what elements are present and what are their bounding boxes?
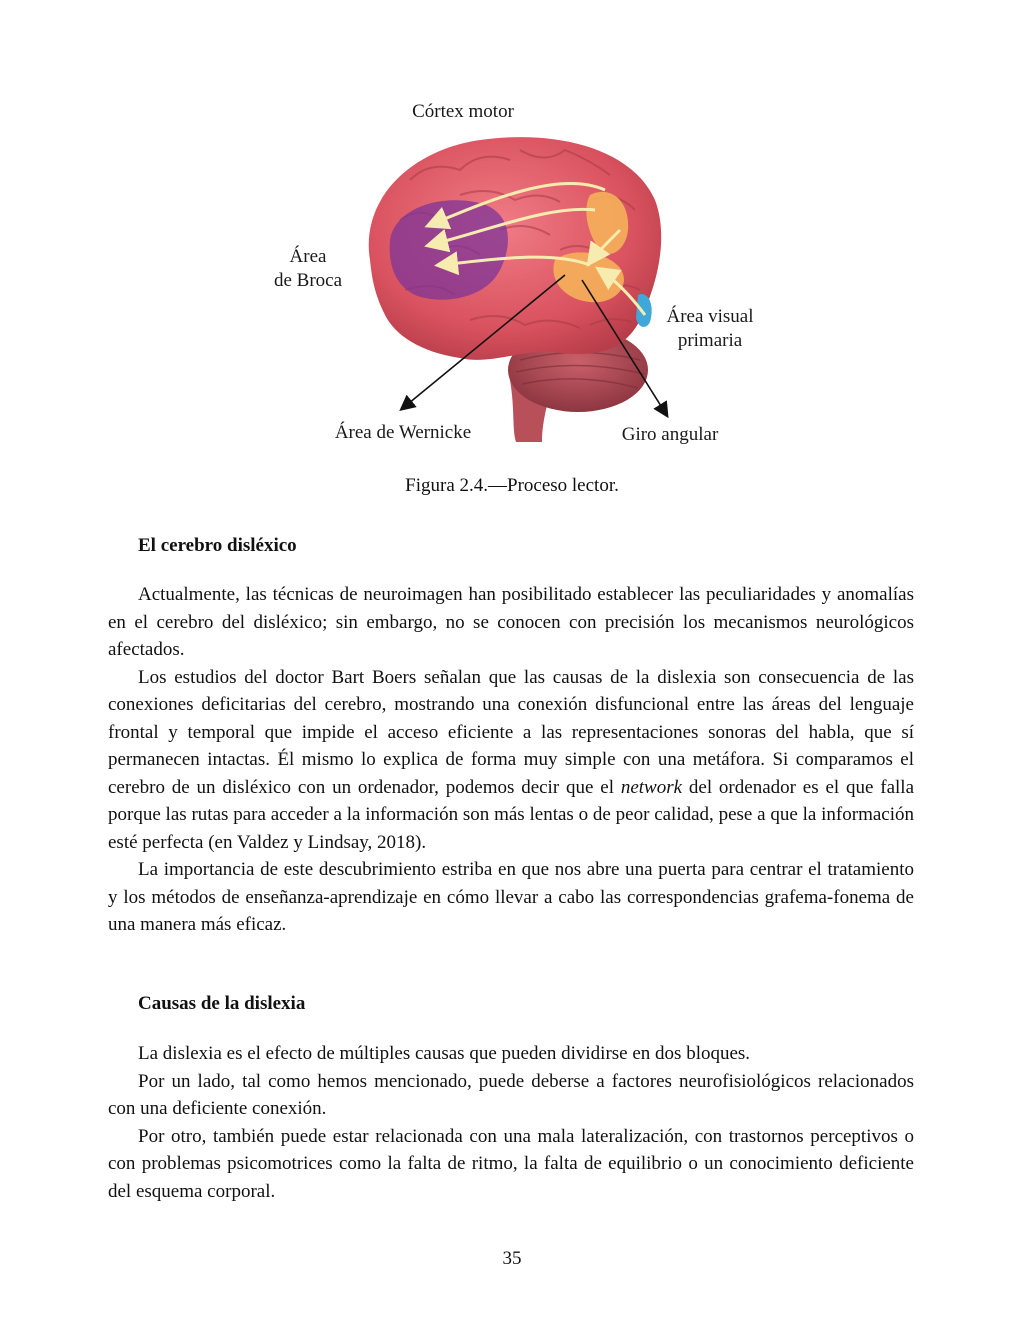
page-number: 35 <box>502 1248 522 1269</box>
paragraph <box>108 664 914 857</box>
section-heading-causes: Causas de la dislexia <box>138 993 306 1014</box>
label-wernicke: Área de Wernicke <box>334 422 472 443</box>
brain-figure <box>260 90 770 460</box>
figure-caption: Figura 2.4.—Proceso lector. <box>405 475 619 496</box>
section-body-dyslexic-brain <box>108 581 914 939</box>
section-body-causes <box>108 1040 914 1205</box>
paragraph: La dislexia es el efecto de múltiples causas que pueden dividirse en dos bloques. <box>138 1043 751 1064</box>
paragraph: La importancia de este descubrimiento estriba en que nos abre una puerta para centrar el tratamiento y los métodos de enseñanza-aprendizaje en cómo llevar a cabo las correspondencias grafema-fonema de una manera más eficaz. <box>108 859 914 935</box>
section-heading-dyslexic-brain: El cerebro disléxico <box>138 535 297 556</box>
paragraph: Por un lado, tal como hemos mencionado, puede deberse a factores neurofisiológicos relacionados con una deficiente conexión. <box>108 1070 914 1119</box>
label-broca-line2: de Broca <box>273 270 343 291</box>
paragraph-text: Los estudios del doctor Bart Boers señalan que las causas de la dislexia son consecuencia de las conexiones deficitarias del cerebro, mostrando una conexión disfuncional entre las áreas del lenguaje frontal y temporal que impide el acceso eficiente a las representaciones sonoras del habla, que sí permanecen intactas. Él mismo lo explica de forma muy simple con una metáfora. Si comparamos el cerebro de un disléxico con un ordenador, podemos decir que el <box>108 666 914 798</box>
paragraph-text: del ordenador es el que falla porque las rutas para acceder a la información son más lentas o de peor calidad, pese a que la información esté perfecta (en Valdez y Lindsay, 2018). <box>108 776 915 853</box>
label-angular: Giro angular <box>621 424 719 445</box>
paragraph: Por otro, también puede estar relacionada con una mala lateralización, con trastornos perceptivos o con problemas psicomotrices como la falta de ritmo, la falta de equilibrio o un conocimiento deficiente del esquema corporal. <box>108 1125 914 1202</box>
italic-term: network <box>620 776 683 798</box>
visual-area-highlight <box>636 294 652 327</box>
label-motor-cortex: Córtex motor <box>412 101 514 122</box>
label-broca-line1: Área <box>289 246 327 267</box>
label-visual-line2: primaria <box>677 330 743 351</box>
paragraph: Actualmente, las técnicas de neuroimagen han posibilitado establecer las peculiaridades y anomalías en el cerebro del disléxico; sin embargo, no se conocen con precisión los mecanismos neurológicos afectados. <box>108 584 914 660</box>
label-visual-line1: Área visual <box>666 306 754 327</box>
